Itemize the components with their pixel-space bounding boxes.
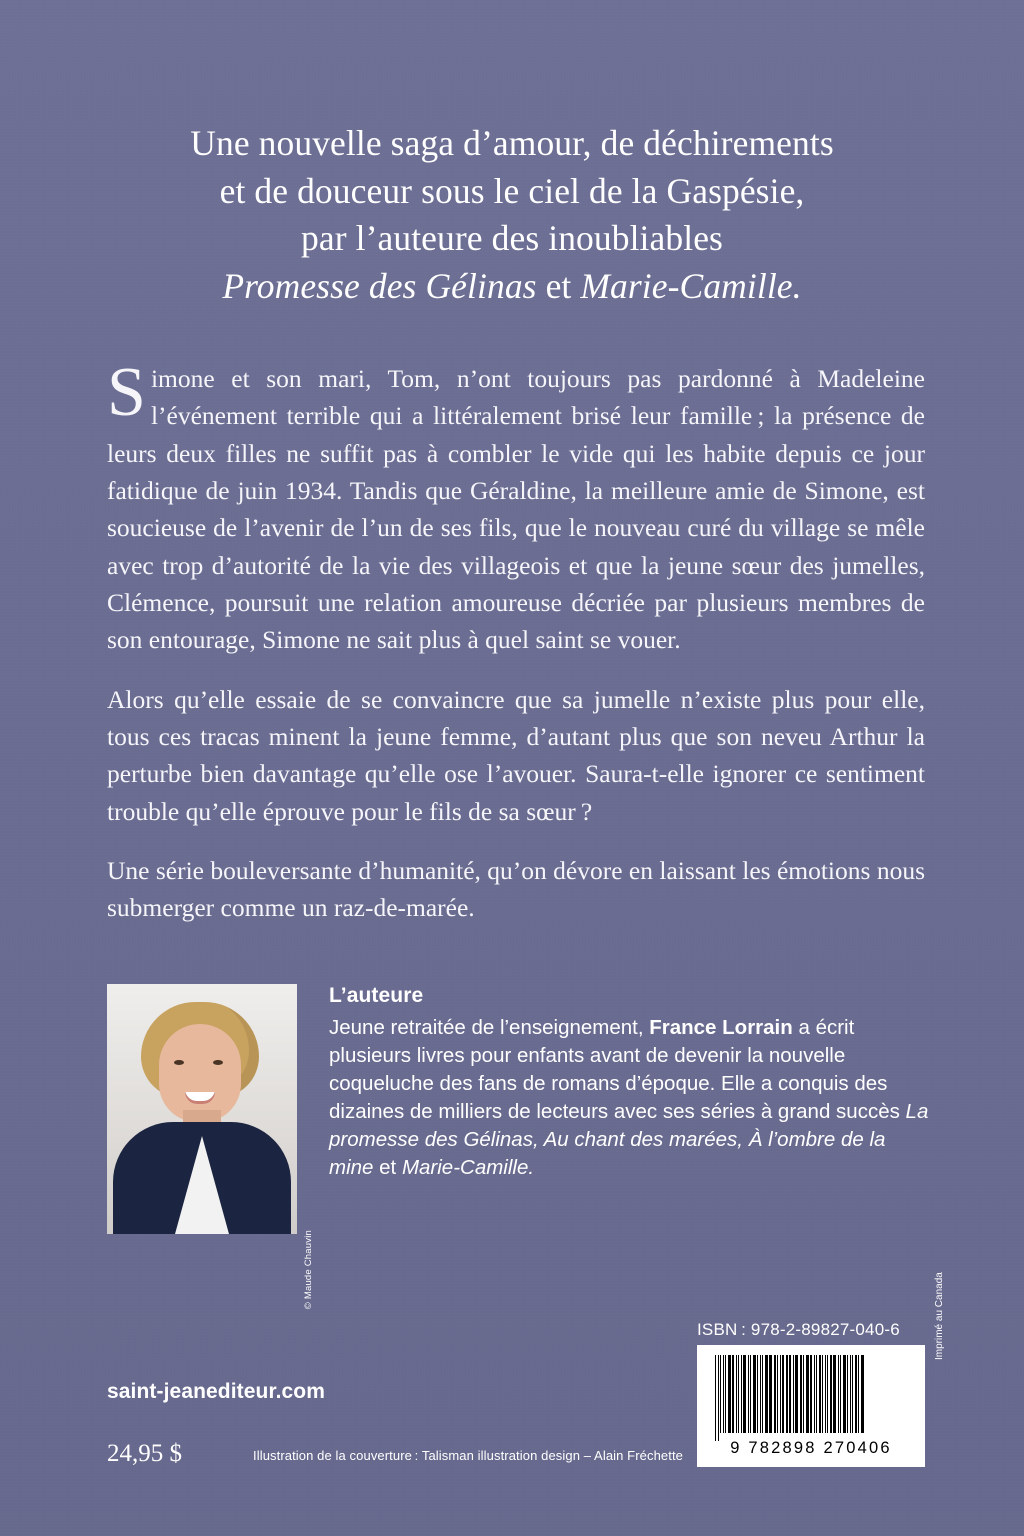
author-section-title: L’auteure	[329, 984, 424, 1007]
author-name: France Lorrain	[649, 1016, 793, 1039]
headline-line-3: par l’auteure des inoubliables	[301, 218, 723, 259]
barcode	[697, 1345, 925, 1467]
headline-line-1: Une nouvelle saga d’amour, de déchirements	[190, 123, 834, 163]
blurb-paragraph-1	[107, 354, 925, 659]
author-book-titles: La promesse des Gélinas, Au chant des marées, À l’ombre de la mine	[329, 1100, 929, 1180]
author-bio-part-3: et	[373, 1156, 402, 1180]
blurb-paragraph-3: Une série bouleversante d’humanité, qu’on dévore en laissant les émotions nous submerger comme un raz-de-marée.	[107, 856, 925, 923]
author-bio-part-2: a écrit plusieurs livres pour enfants avant de devenir la nouvelle coqueluche des fans de romans d’époque. Elle a conquis des dizaines de milliers de lecteurs avec ses séries à grand succès	[329, 1016, 906, 1124]
barcode-digits: 9 782898 270406	[730, 1439, 892, 1457]
author-section	[107, 984, 937, 1310]
author-bio-part-1: Jeune retraitée de l’enseignement,	[329, 1016, 650, 1039]
headline-title-2: Marie-Camille.	[580, 265, 802, 306]
photo-credit: © Maude Chauvin	[303, 1230, 314, 1310]
blurb-paragraph-2: Alors qu’elle essaie de se convaincre que sa jumelle n’existe plus pour elle, tous ces tracas minent la jeune femme, d’autant plus que son neveu Arthur la perturbe bien davantage qu’elle ose l’avouer. Saura-t-elle ignorer ce sentiment trouble qu’elle éprouve pour le fils de sa sœur ?	[107, 684, 925, 826]
author-bio	[329, 1014, 929, 1182]
headline-line-2: et de douceur sous le ciel de la Gaspésie,	[219, 170, 805, 211]
headline-conjunction: et	[536, 265, 581, 306]
isbn-text: ISBN : 978-2-89827-040-6	[697, 1320, 900, 1339]
price: 24,95 $	[107, 1440, 182, 1467]
headline-line-4	[90, 263, 934, 311]
blurb-paragraph-1-text: imone et son mari, Tom, n’ont toujours pas pardonné à Madeleine l’événement terrible qui a littéralement brisé leur famille ; la présence de leurs deux filles ne suffit pas à combler le vide qui les habite depuis ce jour fatidique de juin 1934. Tandis que Géraldine, la meilleure amie de Simone, est soucieuse de l’avenir de l’un de ses fils, que le nouveau curé du village se mêle avec trop d’autorité de la vie des villageois et que la jeune sœur des jumelles, Clémence, poursuit une relation amoureuse décriée par plusieurs membres de son entourage, Simone ne sait plus à quel saint se vouer.	[107, 364, 925, 655]
publisher-url[interactable]: saint-jeanediteur.com	[107, 1380, 325, 1403]
author-book-title-last: Marie-Camille.	[401, 1156, 535, 1180]
author-portrait-photo	[107, 984, 297, 1234]
illustration-credit: Illustration de la couverture : Talisman illustration design – Alain Fréchette	[253, 1448, 683, 1463]
author-photo-wrap	[107, 984, 314, 1310]
blurb	[107, 354, 925, 927]
barcode-bars	[715, 1355, 911, 1433]
headline	[90, 120, 934, 310]
headline-title-1: Promesse des Gélinas	[222, 265, 537, 306]
printed-in-label: Imprimé au Canada	[934, 1272, 945, 1360]
drop-cap: S	[107, 354, 146, 431]
author-text	[329, 984, 929, 1234]
